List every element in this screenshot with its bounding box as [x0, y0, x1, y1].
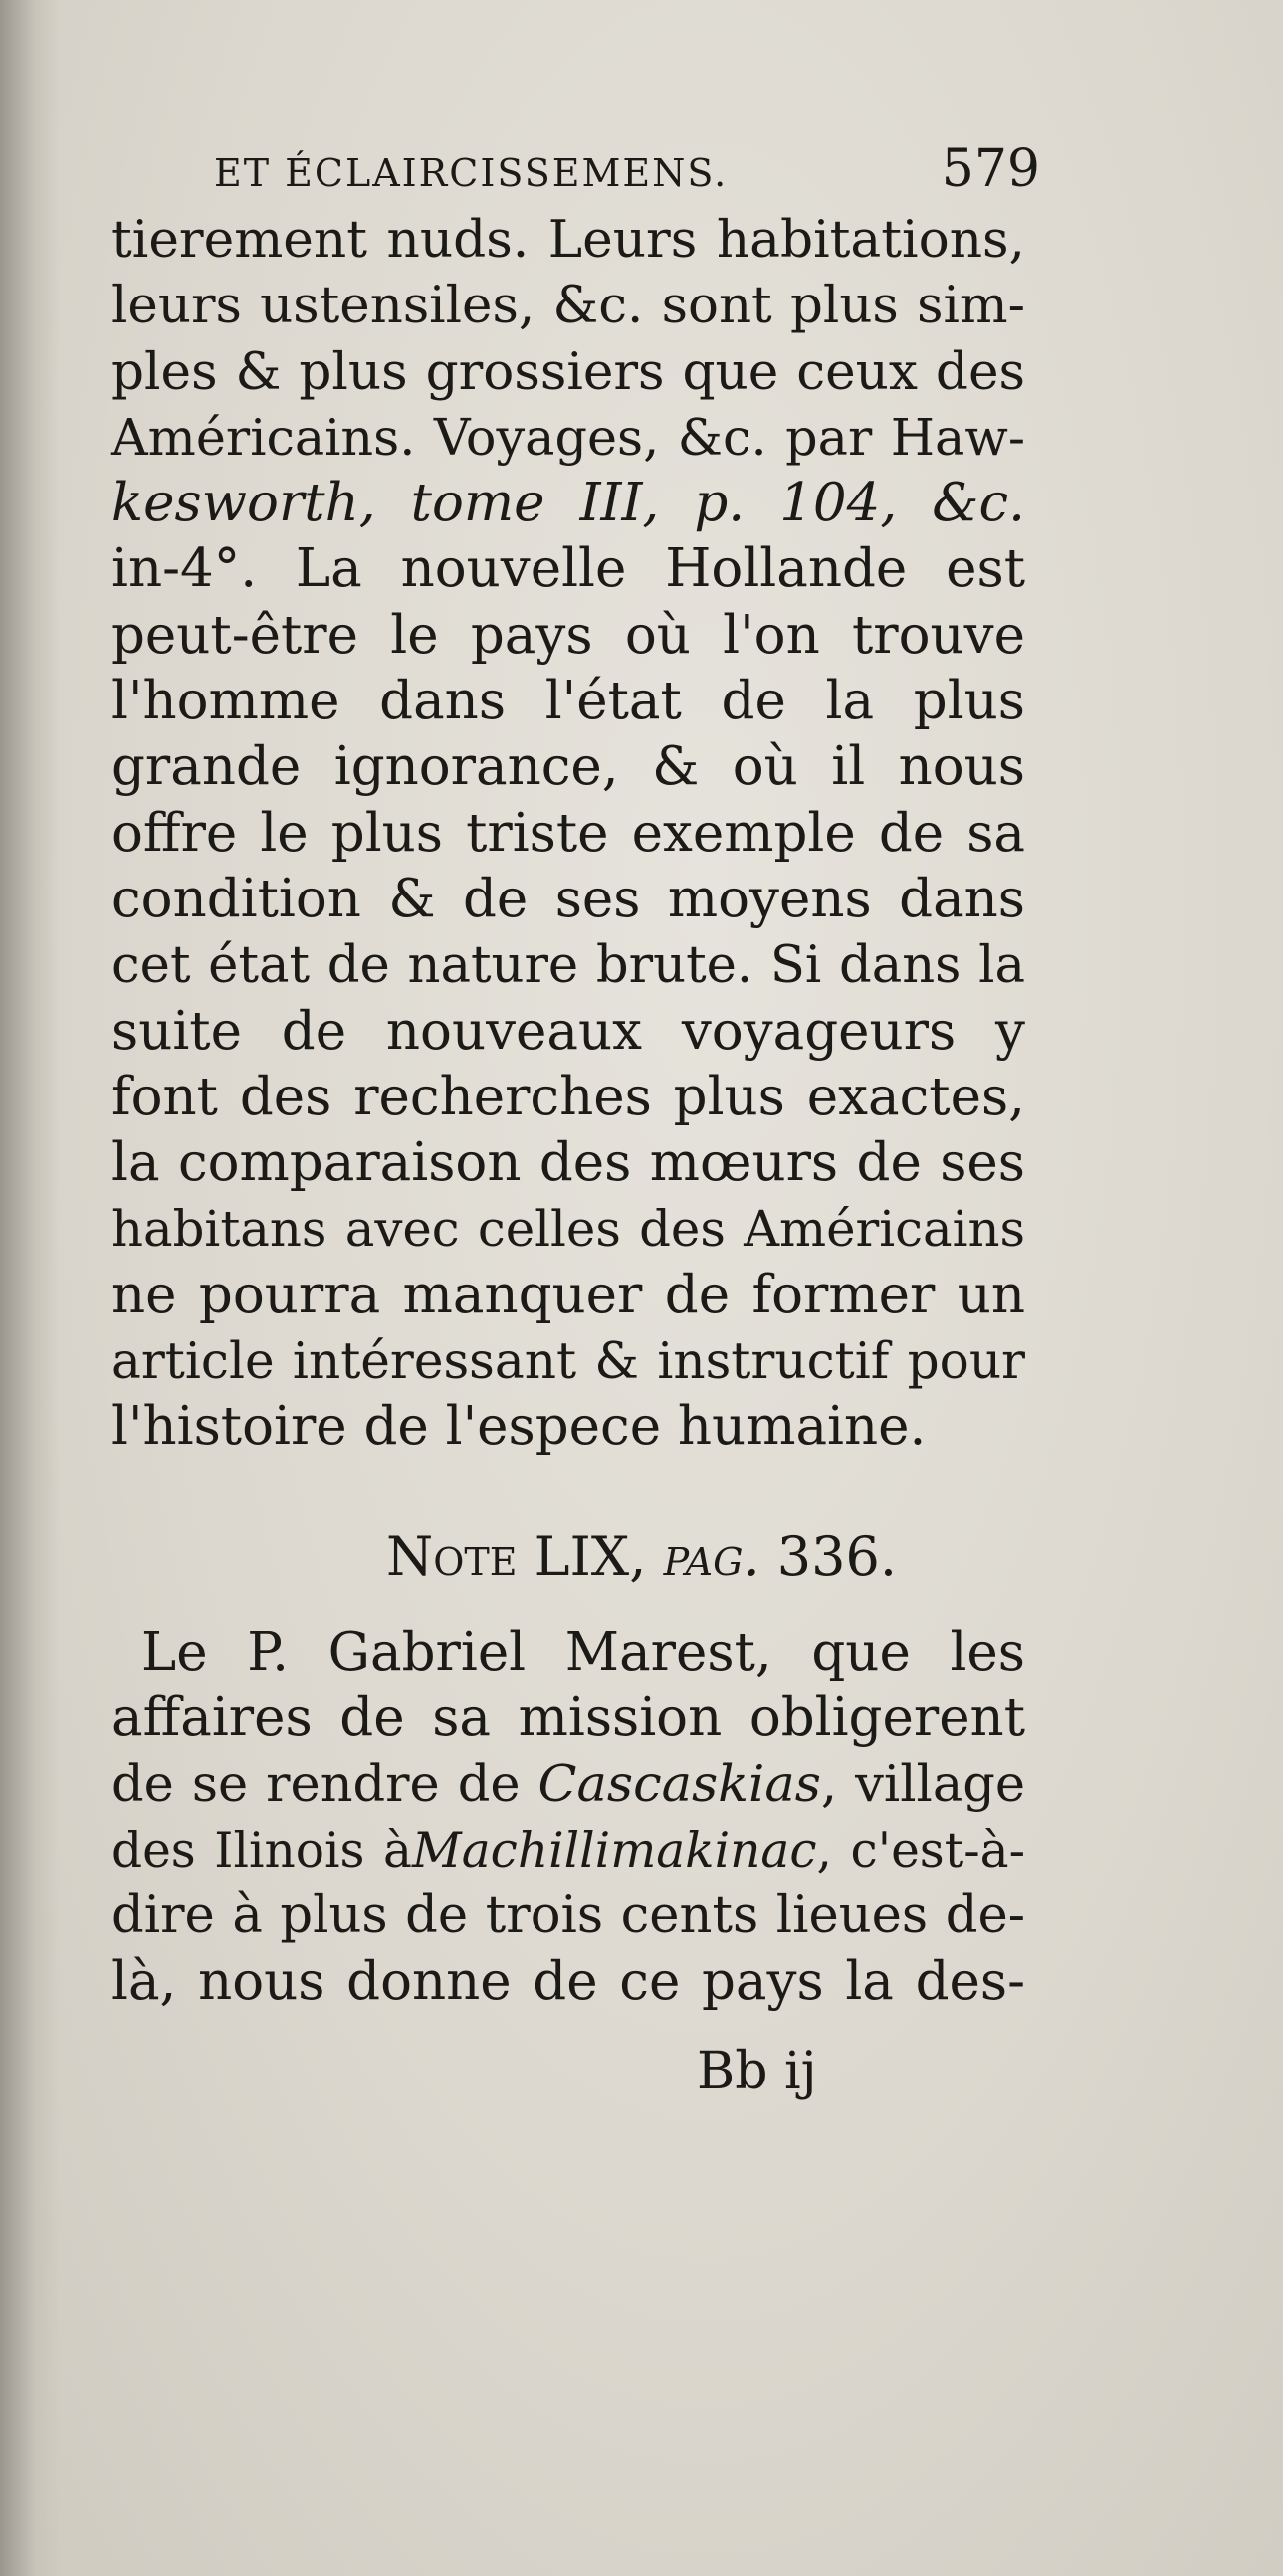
signature-mark: Bb ij [697, 2042, 817, 2101]
text-line: tierement nuds. Leurs habitations, [111, 210, 1025, 270]
text-line: cet état de nature brute. Si dans la [111, 935, 1025, 996]
paragraph-2 [111, 1620, 1025, 2016]
text-line: peut-être le pays où l'on trouve [111, 604, 1025, 666]
text-line: Américains. Voyages, &c. par Haw- [111, 407, 1025, 467]
text-line: ne pourra manquer de former un [111, 1264, 1025, 1325]
text-line: habitans avec celles des Américains [111, 1200, 1025, 1259]
text-line [111, 1818, 1025, 1883]
text-line [111, 1752, 1025, 1818]
text-line: kesworth, tome III, p. 104, &c. [111, 473, 1025, 534]
running-title: ET ÉCLAIRCISSEMENS. [214, 151, 729, 195]
text-line: condition & de ses moyens dans [111, 868, 1025, 929]
text-segment: , c'est-à- [816, 1822, 1025, 1879]
text-line: dire à plus de trois cents lieues de- [111, 1886, 1025, 1946]
text-line: offre le plus triste exemple de sa [111, 802, 1025, 864]
text-line: in-4°. La nouvelle Hollande est [111, 538, 1025, 600]
text-line: l'histoire de l'espece humaine. [111, 1396, 927, 1458]
text-line: là, nous donne de ce pays la des- [111, 1951, 1025, 2013]
note-heading [0, 1522, 1283, 1592]
text-line: la comparaison des mœurs de ses [111, 1132, 1025, 1194]
text-line: article intéressant & instructif pour [111, 1332, 1025, 1391]
page-number: 579 [941, 139, 1040, 199]
text-line: Le P. Gabriel Marest, que les [141, 1622, 1025, 1683]
text-line: grande ignorance, & où il nous [111, 736, 1025, 798]
note-page-ref: 336. [776, 1525, 898, 1588]
text-line: leurs ustensiles, &c. sont plus sim- [111, 276, 1025, 336]
text-line: ples & plus grossiers que ceux des [111, 341, 1025, 402]
place-name: Cascaskias [537, 1754, 821, 1814]
note-label: Note LIX, [385, 1525, 647, 1588]
text-line: l'homme dans l'état de la plus [111, 671, 1025, 732]
running-head [214, 139, 1040, 199]
text-segment: , village [820, 1754, 1026, 1814]
text-segment: des Ilinois à [111, 1822, 412, 1879]
text-segment: de se rendre de [111, 1754, 521, 1814]
pag-label: pag. [663, 1525, 760, 1588]
text-line: suite de nouveaux voyageurs y [111, 1000, 1025, 1062]
place-name: Machillimakinac [411, 1822, 817, 1879]
paragraph-1 [111, 207, 1025, 1461]
text-line: font des recherches plus exactes, [111, 1066, 1025, 1127]
gutter-shadow [0, 0, 60, 2576]
text-line: affaires de sa mission obligerent [111, 1687, 1025, 1749]
